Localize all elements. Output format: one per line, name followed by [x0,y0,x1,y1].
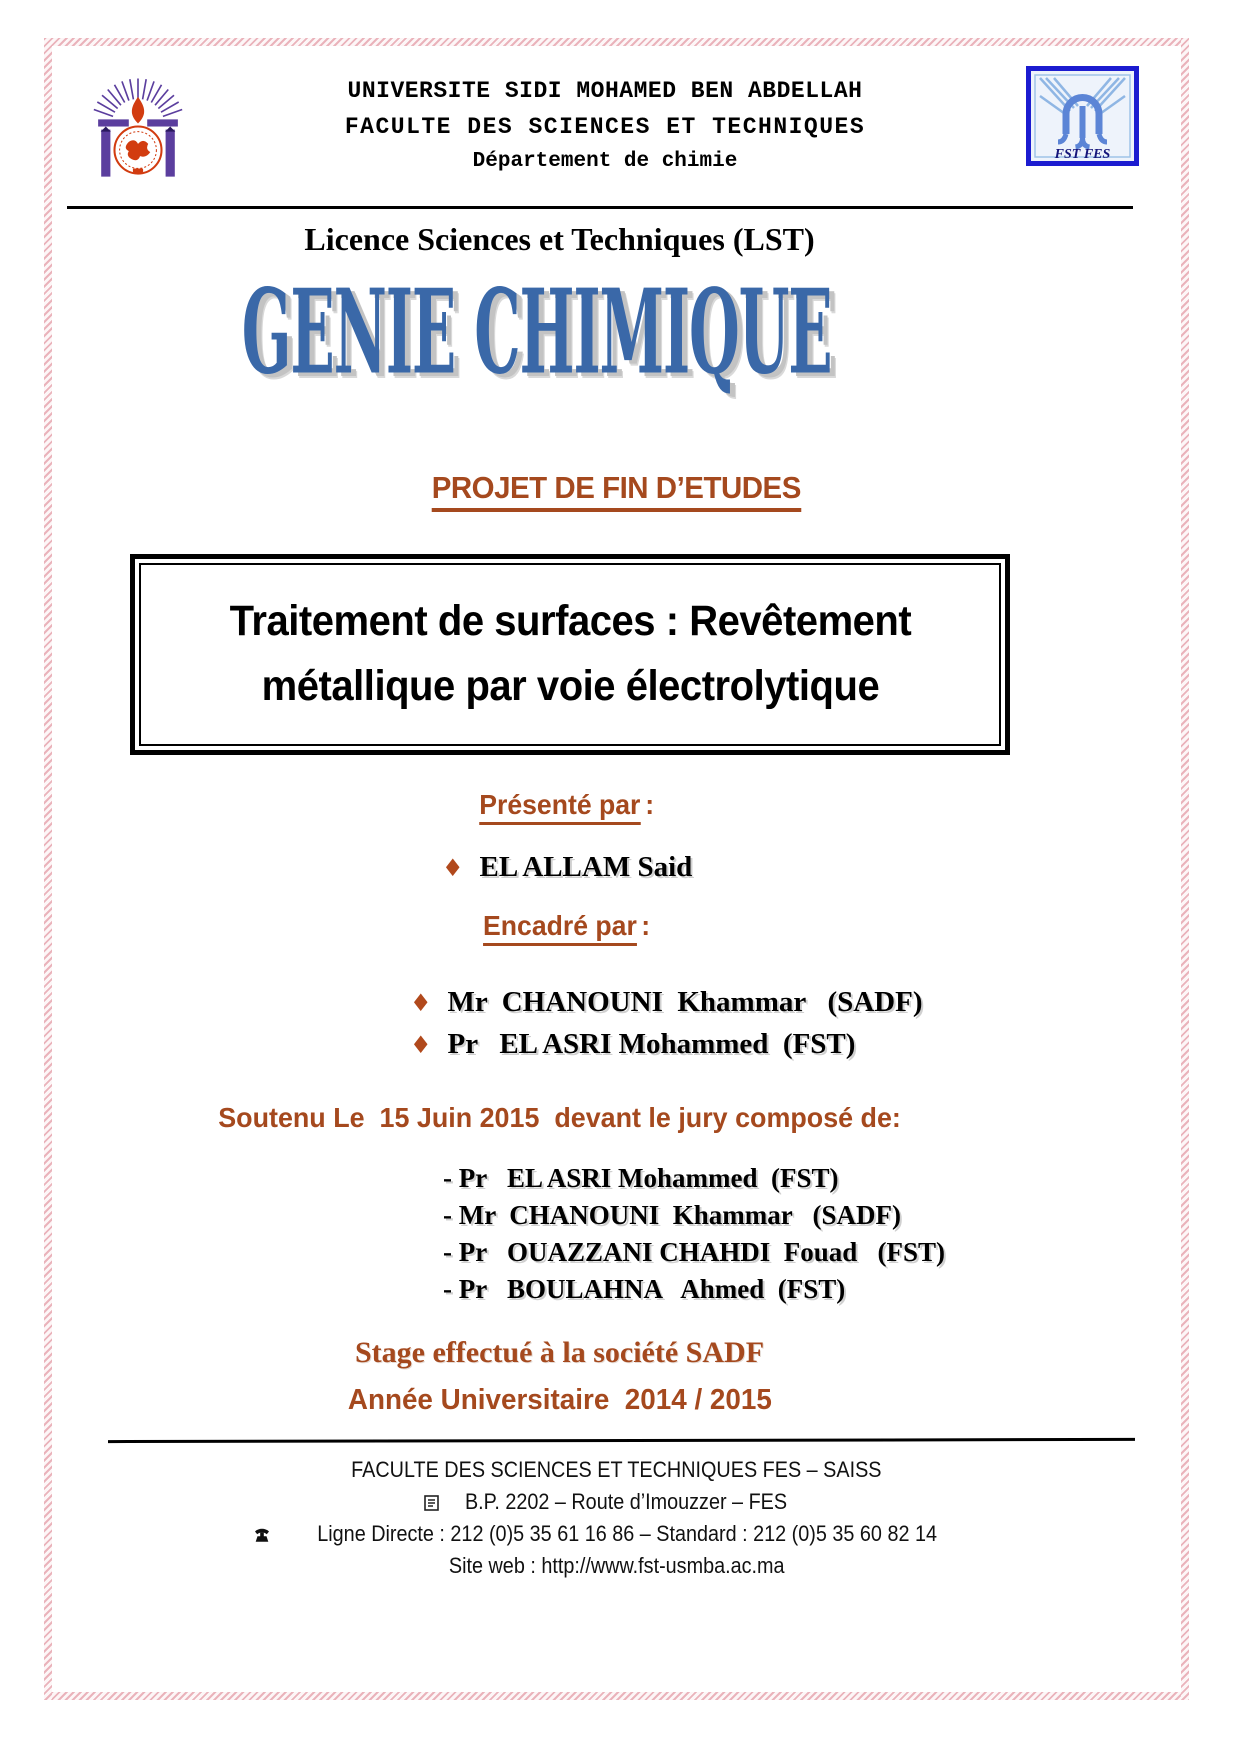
university-logo [92,66,184,184]
defense-intro: Soutenu Le 15 Juin 2015 devant le jury composé de: [218,1102,901,1133]
university-name: UNIVERSITE SIDI MOHAMED BEN ABDELLAH [347,78,863,104]
footer-address-line: B.P. 2202 – Route d’Imouzzer – FES [52,1486,1181,1518]
header [92,66,1139,184]
document-icon [424,1495,439,1511]
website-url: Site web : http://www.fst-usmba.ac.ma [448,1553,785,1578]
footer-divider [108,1438,1135,1443]
fst-fes-logo [1026,66,1139,166]
student-name: EL ALLAM Said [479,851,693,883]
jury-member: - Pr OUAZZANI CHAHDI Fouad (FST) [443,1237,946,1267]
jury-member: - Mr CHANOUNI Khammar (SADF) [443,1200,901,1230]
internship-note: Stage effectué à la société SADF [354,1336,765,1369]
footer [52,1454,1181,1582]
diamond-bullet-icon: ♦ [442,854,464,882]
supervisor-name: Pr EL ASRI Mohammed (FST) [447,1028,856,1060]
jury-member: - Pr BOULAHNA Ahmed (FST) [443,1274,846,1304]
supervised-by-heading: Encadré par: [0,910,1129,946]
supervisors-list [410,982,1181,1066]
thesis-title-box-inner [139,563,1001,746]
supervisor-name: Mr CHANOUNI Khammar (SADF) [447,986,923,1018]
faculty-name: FACULTE DES SCIENCES ET TECHNIQUES [344,114,866,140]
thesis-title-line2: métallique par voie électrolytique [261,661,879,710]
jury-member: - Pr EL ASRI Mohammed (FST) [443,1163,839,1193]
diamond-bullet-icon: ♦ [410,989,432,1017]
supervisor-row [410,1024,1181,1066]
supervisor-row [410,982,1181,1024]
academic-year: Année Universitaire 2014 / 2015 [347,1384,772,1416]
jury-list [443,1160,1181,1308]
thesis-title-line1: Traitement de surfaces : Revêtement [229,597,911,645]
thesis-title [229,589,911,718]
specialty-wordart-wrap [0,262,1101,401]
header-divider [67,206,1133,209]
institution-header [184,66,1026,173]
decorative-border-bottom [44,1692,1189,1700]
svg-text:FST FES: FST FES [1054,147,1111,162]
department-name: Département de chimie [472,150,738,173]
doc-type-wrap [52,470,1181,512]
decorative-border-top [44,38,1189,46]
telephone-icon [253,1527,271,1543]
program-title: Licence Sciences et Techniques (LST) [304,221,815,257]
footer-phone-line: Ligne Directe : 212 (0)5 35 61 16 86 – Standard : 212 (0)5 35 60 82 14 [52,1518,1181,1550]
footer-faculty-line: FACULTE DES SCIENCES ET TECHNIQUES FES – SAISS [351,1457,882,1482]
page-content [52,46,1181,1692]
specialty-wordart: GENIE CHIMIQUE [241,262,832,401]
student-row [442,851,1181,884]
thesis-title-box [130,554,1010,755]
diamond-bullet-icon: ♦ [410,1031,432,1059]
footer-website-line [52,1550,1181,1582]
doc-type-heading: PROJET DE FIN D’ETUDES [432,470,801,512]
decorative-border-right [1181,38,1189,1700]
presented-by-heading: Présenté par: [0,789,1129,825]
